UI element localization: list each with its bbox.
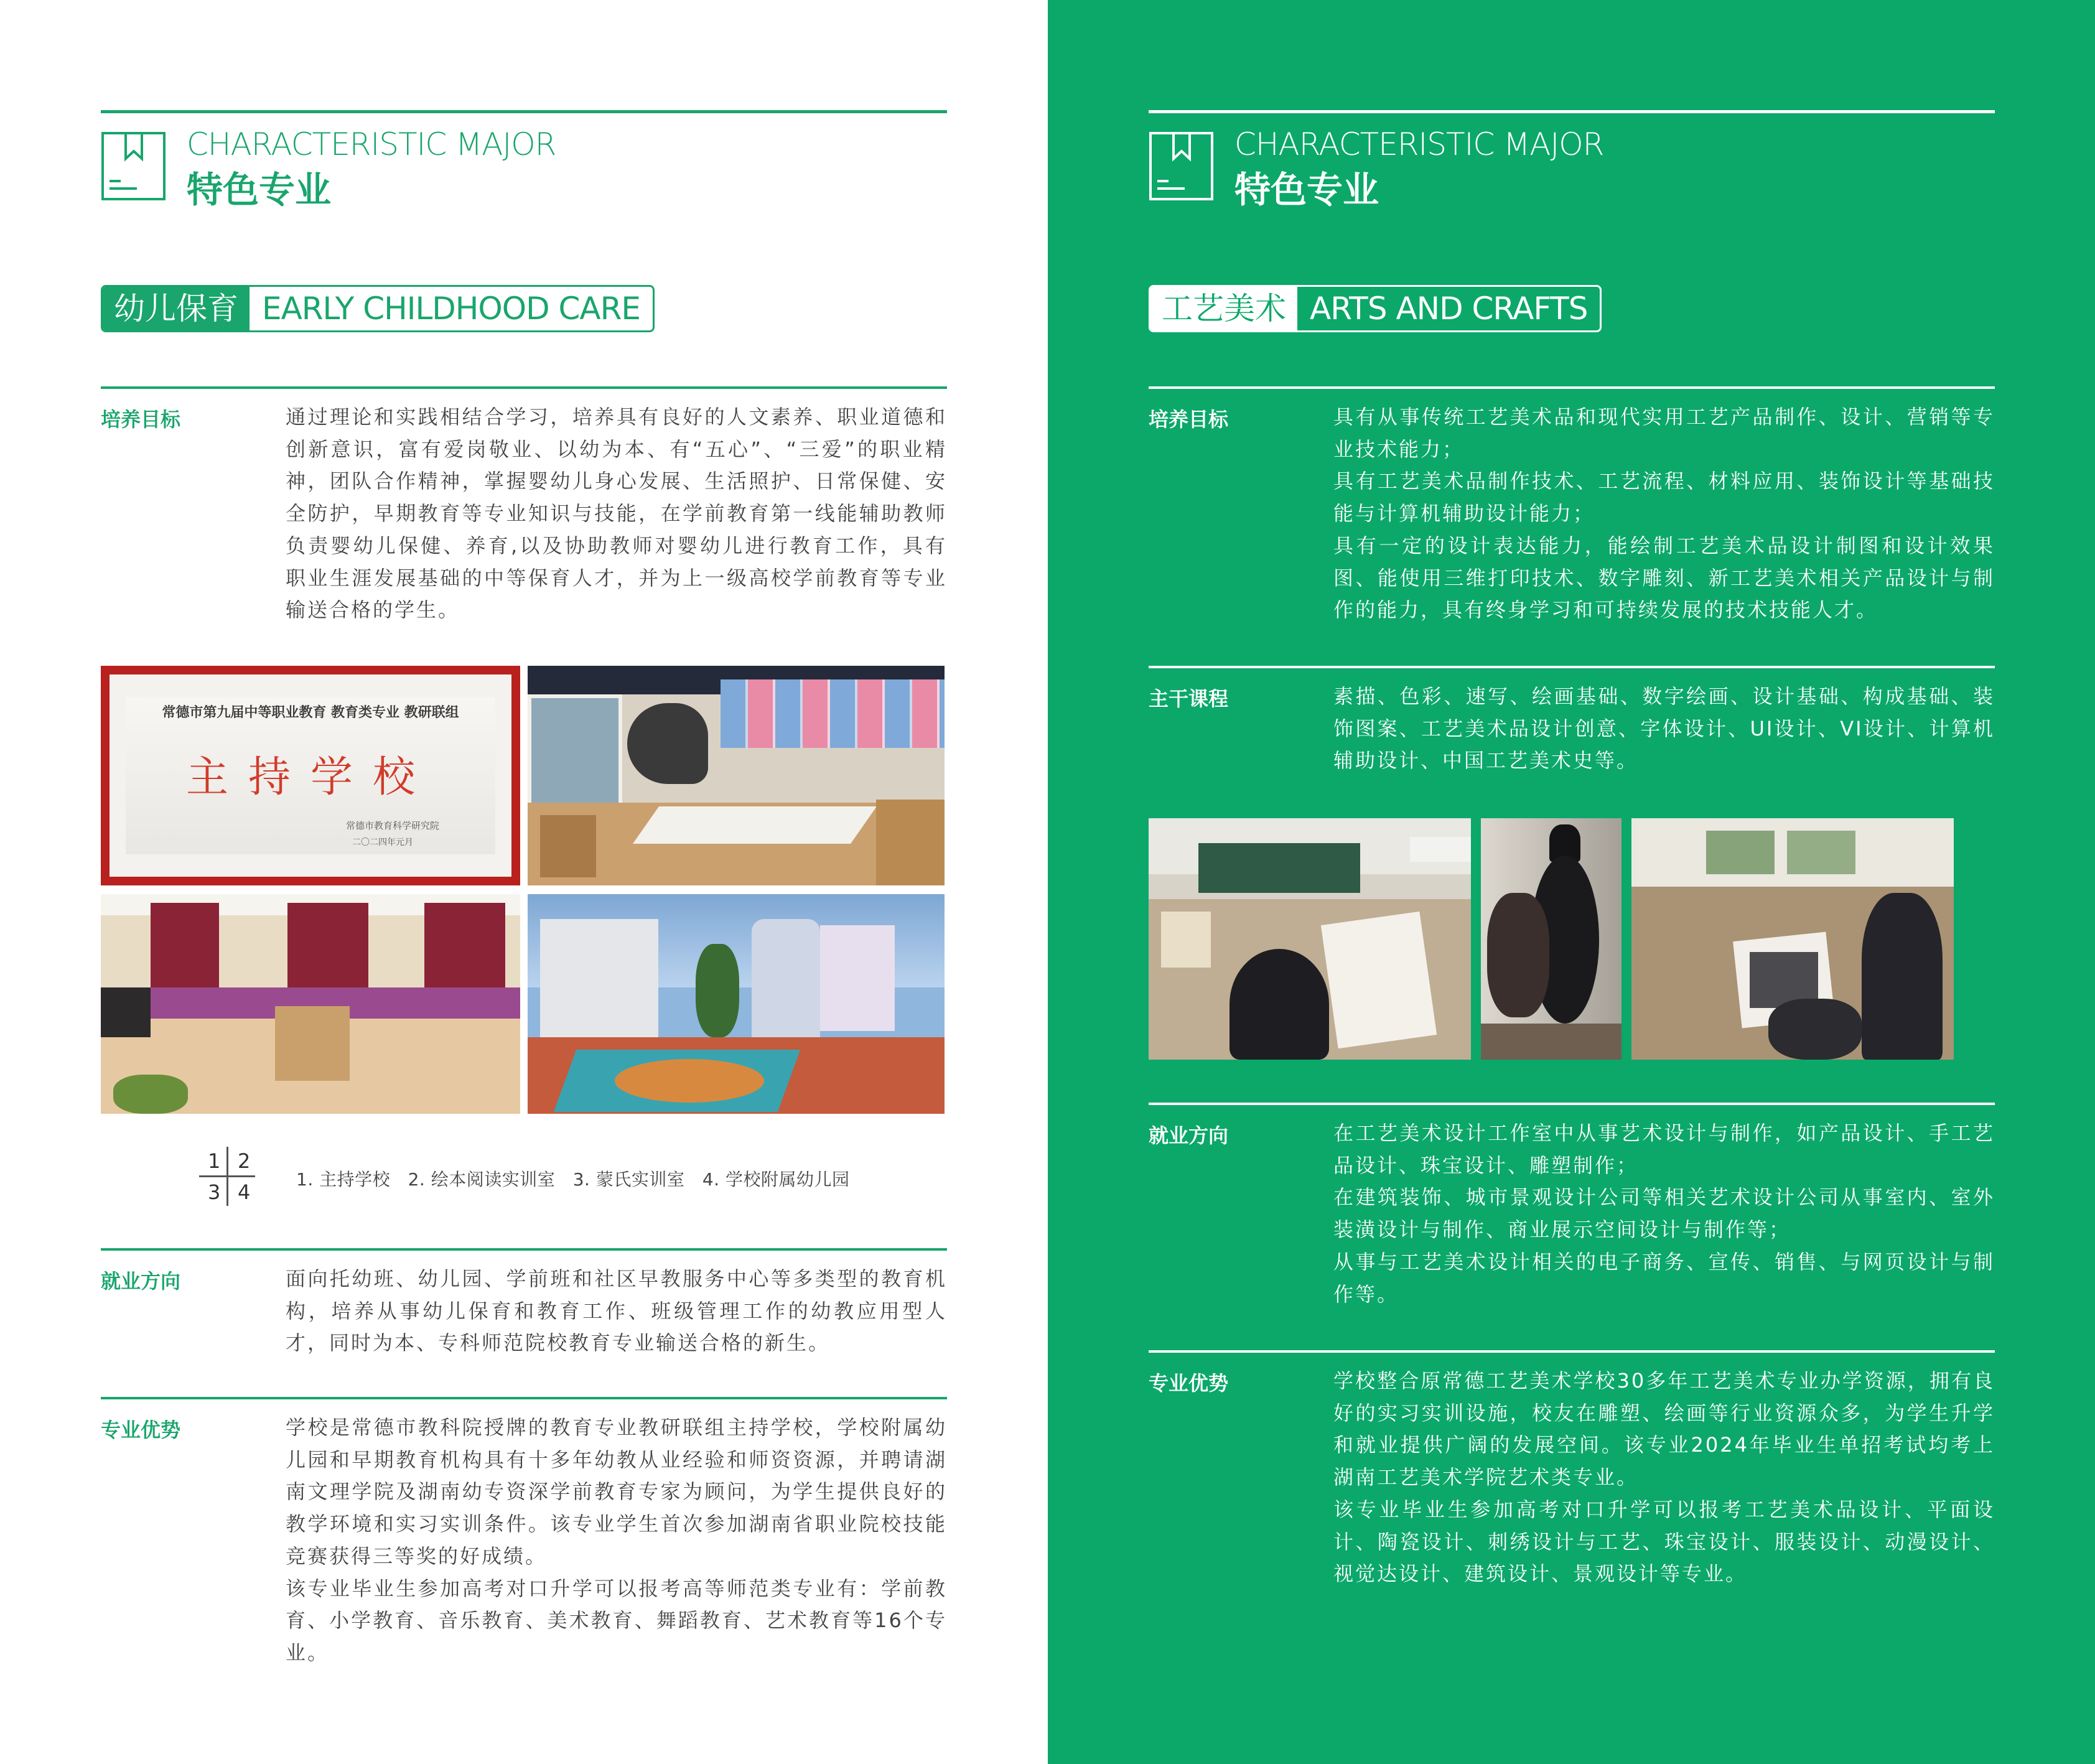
section-label: 培养目标 [101,408,181,431]
bookmark-icon [101,131,166,201]
section-label: 专业优势 [1149,1371,1229,1395]
header-english: CHARACTERISTIC MAJOR [187,126,556,162]
section-rule [1149,386,1995,389]
advantage-text: 该专业毕业生参加高考对口升学可以报考高等师范类专业有：学前教育、小学教育、音乐教育、美术教育、舞蹈教育、艺术教育等16个专业。 [286,1576,947,1664]
top-rule [101,110,947,113]
section-goal [1149,386,1995,635]
major-tag-cn: 工艺美术 [1150,287,1297,330]
top-rule [1149,110,1995,113]
goal-text: 通过理论和实践相结合学习，培养具有良好的人文素养、职业道德和创新意识，富有爱岗敬业、以幼为本、有“五心”、“三爱”的职业精神，团队合作精神，掌握婴幼儿身心发展、生活照护、日常保健、安全防护，早期教育等专业知识与技能，在学前教育第一线能辅助教师负责婴幼儿保健、养育,以及协助教师对婴幼儿进行教育工作，具有职业生涯发展基础的中等保育人才，并为上一级高校学前教育等专业输送合格的学生。 [286,405,947,622]
caption-num: 4 [238,1180,251,1204]
section-label: 就业方向 [1149,1124,1229,1147]
plaque-org: 常德市第九届中等职业教育 教育类专业 教研联组 [162,704,459,721]
section-rule [1149,1103,1995,1105]
section-rule [101,386,947,389]
career-text: 在工艺美术设计工作室中从事艺术设计与制作，如产品设计、手工艺品设计、珠宝设计、雕塑制作； [1333,1121,1995,1177]
section-body [1333,1365,1995,1590]
major-tag-en: ARTS AND CRAFTS [1310,291,1588,327]
section-career [1149,1103,1995,1320]
photo-vase-craft [1481,818,1621,1060]
career-text: 面向托幼班、幼儿园、学前班和社区早教服务中心等多类型的教育机构，培养从事幼儿保育和教育工作、班级管理工作的幼教应用型人才，同时为本、专科师范院校教育专业输送合格的新生。 [286,1267,947,1355]
goal-text: 具有从事传统工艺美术品和现代实用工艺产品制作、设计、营销等专业技术能力； [1333,405,1995,461]
section-rule [1149,666,1995,668]
section-label: 专业优势 [101,1418,181,1442]
major-tag [1149,285,1602,332]
caption-num: 3 [208,1180,221,1204]
section-body [1333,681,1995,777]
section-body [286,1263,947,1360]
caption-num: 1 [208,1149,221,1173]
section-advantage [101,1397,947,1708]
photo-reading-room [528,666,945,885]
photo-kindergarten [528,894,945,1114]
section-rule [101,1397,947,1399]
goal-text: 具有工艺美术品制作技术、工艺流程、材料应用、装饰设计等基础技能与计算机辅助设计能力； [1333,469,1995,526]
plaque-date: 二〇二四年元月 [352,838,413,847]
section-body [1333,1118,1995,1310]
goal-text: 具有一定的设计表达能力，能绘制工艺美术品设计制图和设计效果图、能使用三维打印技术、数字雕刻、新工艺美术相关产品设计与制作的能力，具有终身学习和可持续发展的技术技能人才。 [1333,533,1995,622]
bookmark-icon [1149,131,1214,201]
section-rule [1149,1350,1995,1353]
section-career [101,1248,947,1373]
section-rule [101,1248,947,1251]
photo-drawing-class [1149,818,1471,1060]
photo-plaque [101,666,520,885]
major-tag-cn: 幼儿保育 [103,287,250,330]
photo-caption: 1. 主持学校 2. 绘本阅读实训室 3. 蒙氏实训室 4. 学校附属幼儿园 [296,1169,850,1190]
advantage-text: 学校是常德市教科院授牌的教育专业教研联组主持学校，学校附属幼儿园和早期教育机构具有十多年幼教从业经验和师资资源，并聘请湖南文理学院及湖南幼专资深学前教育专家为顾问，为学生提供良好的教学环境和实习实训条件。该专业学生首次参加湖南省职业院校技能竞赛获得三等奖的好成绩。 [286,1416,947,1568]
course-text: 素描、色彩、速写、绘画基础、数字绘画、设计基础、构成基础、装饰图案、工艺美术品设计创意、字体设计、UI设计、VI设计、计算机辅助设计、中国工艺美术史等。 [1333,684,1995,773]
section-body [1333,401,1995,627]
section-label: 培养目标 [1149,408,1229,431]
section-label: 主干课程 [1149,687,1229,711]
section-body [286,1412,947,1669]
header-chinese: 特色专业 [1234,169,1379,211]
advantage-text: 该专业毕业生参加高考对口升学可以报考工艺美术品设计、平面设计、陶瓷设计、刺绣设计与工艺、珠宝设计、服装设计、动漫设计、视觉达设计、建筑设计、景观设计等专业。 [1333,1497,1995,1586]
section-body [286,401,947,627]
plaque-title: 主持学校 [185,753,435,802]
major-tag [101,285,655,332]
plaque-issuer: 常德市教育科学研究院 [346,820,440,831]
right-page [1048,0,2095,1764]
major-tag-en: EARLY CHILDHOOD CARE [262,291,640,327]
photo-sketch-class [1631,818,1954,1060]
caption-grid [199,1147,255,1206]
career-text: 在建筑装饰、城市景观设计公司等相关艺术设计公司从事室内、室外装潢设计与制作、商业展示空间设计与制作等； [1333,1185,1995,1242]
section-goal [101,386,947,635]
photo-montessori-room [101,894,520,1114]
advantage-text: 学校整合原常德工艺美术学校30多年工艺美术专业办学资源，拥有良好的实习实训设施，校友在雕塑、绘画等行业资源众多，为学生升学和就业提供广阔的发展空间。该专业2024年毕业生单招考试均考上湖南工艺美术学院艺术类专业。 [1333,1369,1995,1490]
header-english: CHARACTERISTIC MAJOR [1234,126,1604,162]
header-chinese: 特色专业 [187,169,332,211]
career-text: 从事与工艺美术设计相关的电子商务、宣传、销售、与网页设计与制作等。 [1333,1249,1995,1306]
section-advantage [1149,1350,1995,1599]
caption-num: 2 [238,1149,251,1173]
section-courses [1149,666,1995,790]
section-label: 就业方向 [101,1269,181,1293]
